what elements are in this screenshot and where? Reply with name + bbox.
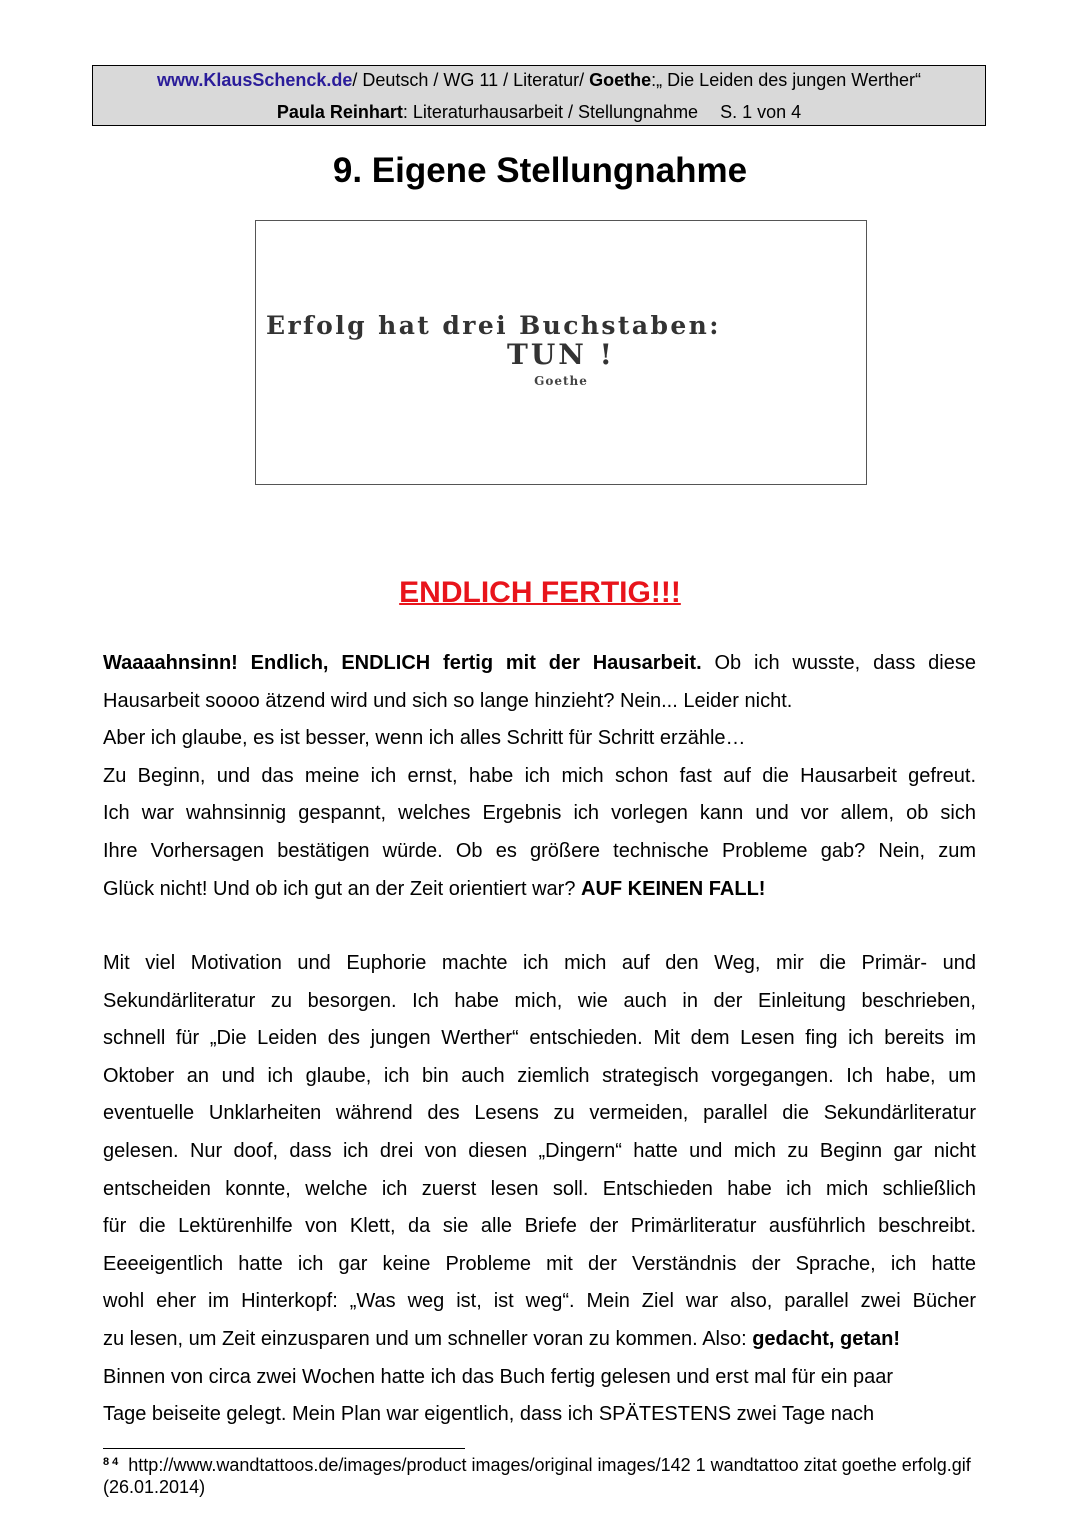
header-subtitle: : Literaturhausarbeit / Stellungnahme <box>402 102 699 122</box>
text: Glück nicht! Und ob ich gut an der Zeit orientiert war? <box>103 877 582 900</box>
paragraph-line: wohl eher im Hinterkopf: „Was weg ist, ist weg“. Mein Ziel war also, parallel zwei Bücher <box>103 1290 976 1313</box>
paragraph-line: Zu Beginn, und das meine ich ernst, habe ich mich schon fast auf die Hausarbeit gefreut. <box>103 764 976 787</box>
bold-text: Waaaahnsinn! Endlich, ENDLICH fertig mit der Hausarbeit. <box>103 652 702 674</box>
header-line-2 <box>93 102 985 123</box>
paragraph-line: Tage beiseite gelegt. Mein Plan war eigentlich, dass ich SPÄTESTENS zwei Tage nach <box>103 1403 875 1426</box>
paragraph-line: schnell für „Die Leiden des jungen Werther“ entschieden. Mit dem Lesen fing ich bereits im <box>103 1027 976 1050</box>
quote-line-1: Erfolg hat drei Buchstaben: <box>266 311 721 340</box>
paragraph-line: gelesen. Nur doof, dass ich drei von diesen „Dingern“ hatte und mich zu Beginn gar nicht <box>103 1139 976 1162</box>
paragraph-1 <box>103 645 976 908</box>
paragraph-line <box>103 871 976 909</box>
paragraph-line: Ihre Vorhersagen bestätigen würde. Ob es größere technische Probleme gab? Nein, zum <box>103 839 976 862</box>
paragraph-line: eventuelle Unklarheiten während des Lesens zu vermeiden, parallel die Sekundärliteratur <box>103 1102 976 1125</box>
paragraph-line: entscheiden konnte, welche ich zuerst lesen soll. Entschieden habe ich mich schließlich <box>103 1177 976 1200</box>
header-path: / Deutsch / WG 11 / Literatur/ <box>352 70 590 90</box>
bold-text: AUF KEINEN FALL! <box>581 877 766 900</box>
text: Ob ich wusste, dass diese <box>701 652 976 674</box>
section-heading: ENDLICH FERTIG!!! <box>399 576 681 609</box>
paragraph-line <box>103 645 976 683</box>
paragraph-line: Mit viel Motivation und Euphorie machte ich mich auf den Weg, mir die Primär- und <box>103 952 976 974</box>
quote-line-2: TUN ! <box>507 338 615 371</box>
quote-author: Goethe <box>534 374 588 388</box>
header-work-title: :„ Die Leiden des jungen Werther“ <box>651 70 921 90</box>
footnote-text: http://www.wandtattoos.de/images/product images/original images/142 1 wandtattoo zitat goethe erfolg.gif (26.01.2014) <box>103 1455 971 1497</box>
page-title: 9. Eigene Stellungnahme <box>332 151 748 190</box>
paragraph-line: Oktober an und ich glaube, ich bin auch ziemlich strategisch vorgegangen. Ich habe, um <box>103 1064 976 1087</box>
text: zu lesen, um Zeit einzusparen und um schneller voran zu kommen. Also: <box>103 1327 753 1350</box>
bold-text: gedacht, getan! <box>752 1327 901 1350</box>
site-link[interactable]: www.KlausSchenck.de <box>156 70 353 90</box>
header-student: Paula Reinhart <box>276 102 403 122</box>
header-line-1 <box>93 70 985 91</box>
footnote-divider <box>103 1448 465 1449</box>
paragraph-line: Sekundärliteratur zu besorgen. Ich habe mich, wie auch in der Einleitung beschrieben, <box>103 989 976 1012</box>
paragraph-line: Binnen von circa zwei Wochen hatte ich das Buch fertig gelesen und erst mal für ein paar <box>103 1365 894 1388</box>
footnote <box>103 1451 973 1498</box>
paragraph-line: Hausarbeit soooo ätzend wird und sich so lange hinzieht? Nein... Leider nicht. <box>103 689 793 712</box>
document-header <box>92 65 986 126</box>
footnote-marker: 8 4 <box>103 1456 119 1468</box>
paragraph-line: für die Lektürenhilfe von Klett, da sie alle Briefe der Primärliteratur ausführlich beschreibt. <box>103 1215 976 1238</box>
paragraph-line <box>103 1321 976 1359</box>
paragraph-2 <box>103 945 976 1434</box>
paragraph-line: Eeeeigentlich hatte ich gar keine Probleme mit der Verständnis der Sprache, ich hatte <box>103 1252 976 1275</box>
quote-image <box>255 220 867 485</box>
header-page-info: S. 1 von 4 <box>720 102 802 122</box>
header-author: Goethe <box>589 70 652 90</box>
paragraph-line: Aber ich glaube, es ist besser, wenn ich alles Schritt für Schritt erzähle… <box>103 727 746 750</box>
paragraph-line: Ich war wahnsinnig gespannt, welches Ergebnis ich vorlegen kann und vor allem, ob sich <box>103 802 976 825</box>
